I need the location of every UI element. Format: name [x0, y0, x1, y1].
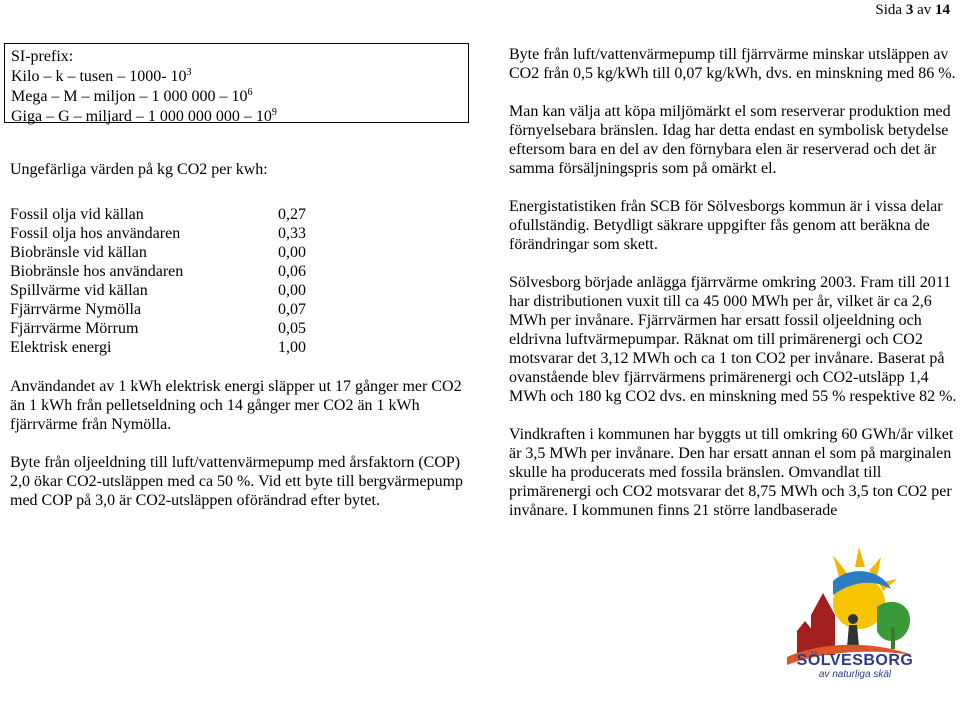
value-row: Fjärrvärme Nymölla 0,07	[10, 301, 306, 318]
paragraph: Vindkraften i kommunen har byggts ut till omkring 60 GWh/år vilket är 3,5 MWh per invånare. Den har ersatt annan el som på marginalen skulle ha producerats med fossila bränslen. Omvandlat till primärenergi och CO2 motsvarar det 8,75 MWh och 3,5 ton CO2 per invånare. I kommunen finns 21 större landbaserade	[509, 426, 954, 519]
value-row: Biobränsle vid källan 0,00	[10, 244, 306, 261]
logo-text	[790, 652, 920, 680]
paragraph: Användandet av 1 kWh elektrisk energi släpper ut 17 gånger mer CO2 än 1 kWh från pelletseldning och 14 gånger mer CO2 än 1 kWh fjärrvärme från Nymölla.	[10, 378, 462, 433]
si-prefix-giga: Giga – G – miljard – 1 000 000 $000 - 10^9$	[11, 107, 277, 125]
value-row: Biobränsle hos användaren 0,06	[10, 263, 306, 280]
si-prefix-box	[4, 43, 469, 123]
paragraph: Sölvesborg började anlägga fjärrvärme omkring 2003. Fram till 2011 har distributionen vuxit till ca 45 000 MWh per år, vilket är ca 2,6 MWh per invånare. Fjärrvärmen har ersatt fossil oljeeldning och eldrivna luftvärmepumpar. Räknat om till primärenergi och CO2 motsvarar det 3,12 MWh och ca 1 ton CO2 per invånare. Baserat på ovanstående blev fjärrvärmens primärenergi och CO2-utsläpp 1,4 MWh och 180 kg CO2 dvs. en minskning med 55 % respektive 82 %.	[509, 274, 957, 405]
si-prefix-mega: Mega – M – miljon – 1 000 $000 - 10^6$	[11, 87, 253, 105]
paragraph: Byte från luft/vattenvärmepump till fjärrvärme minskar utsläppen av CO2 från 0,5 kg/kWh till 0,07 kg/kWh, dvs. en minskning med 86 %.	[509, 46, 956, 82]
right-column	[509, 45, 957, 520]
paragraph: Energistatistiken från SCB för Sölvesborgs kommun är i vissa delar ofullständig. Betydligt säkrare uppgifter fås genom att beräkna de förändringar som skett.	[509, 198, 943, 253]
value-row: Fjärrvärme Mörrum 0,05	[10, 320, 306, 337]
value-row: Fossil olja hos användaren 0,33	[10, 225, 306, 242]
paragraph: Byte från oljeeldning till luft/vattenvärmepump med årsfaktorn (COP) 2,0 ökar CO2-utsläppen med ca 50 %. Vid ett byte till bergvärmepump med COP på 3,0 är CO2-utsläppen oförändrad efter bytet.	[10, 454, 464, 509]
solvesborg-logo-icon	[773, 545, 933, 705]
logo-name: SÖLVESBORG	[796, 652, 914, 669]
paragraph: Man kan välja att köpa miljömärkt el som reserverar produktion med förnyelsebara bränslen. Idag har detta endast en symbolisk betydelse eftersom bara en del av den förnybara elen är reserverad och det är samma försäljningspris som på omärkt el.	[509, 103, 951, 177]
logo-tagline: av naturliga skäl	[818, 669, 892, 680]
values-heading: Ungefärliga värden på kg CO2 per kwh:	[10, 161, 268, 178]
value-row: Elektrisk energi 1,00	[10, 339, 306, 356]
co2-values-list	[10, 205, 470, 357]
si-prefix-title: SI-prefix:	[11, 48, 74, 65]
left-column	[10, 160, 470, 510]
si-prefix-kilo: Kilo – k – tusen – 1000- $10^3$	[11, 67, 192, 85]
value-row: Fossil olja vid källan 0,27	[10, 206, 306, 223]
value-row: Spillvärme vid källan 0,00	[10, 282, 306, 299]
page-number: Sida 3 av 14	[875, 2, 950, 18]
